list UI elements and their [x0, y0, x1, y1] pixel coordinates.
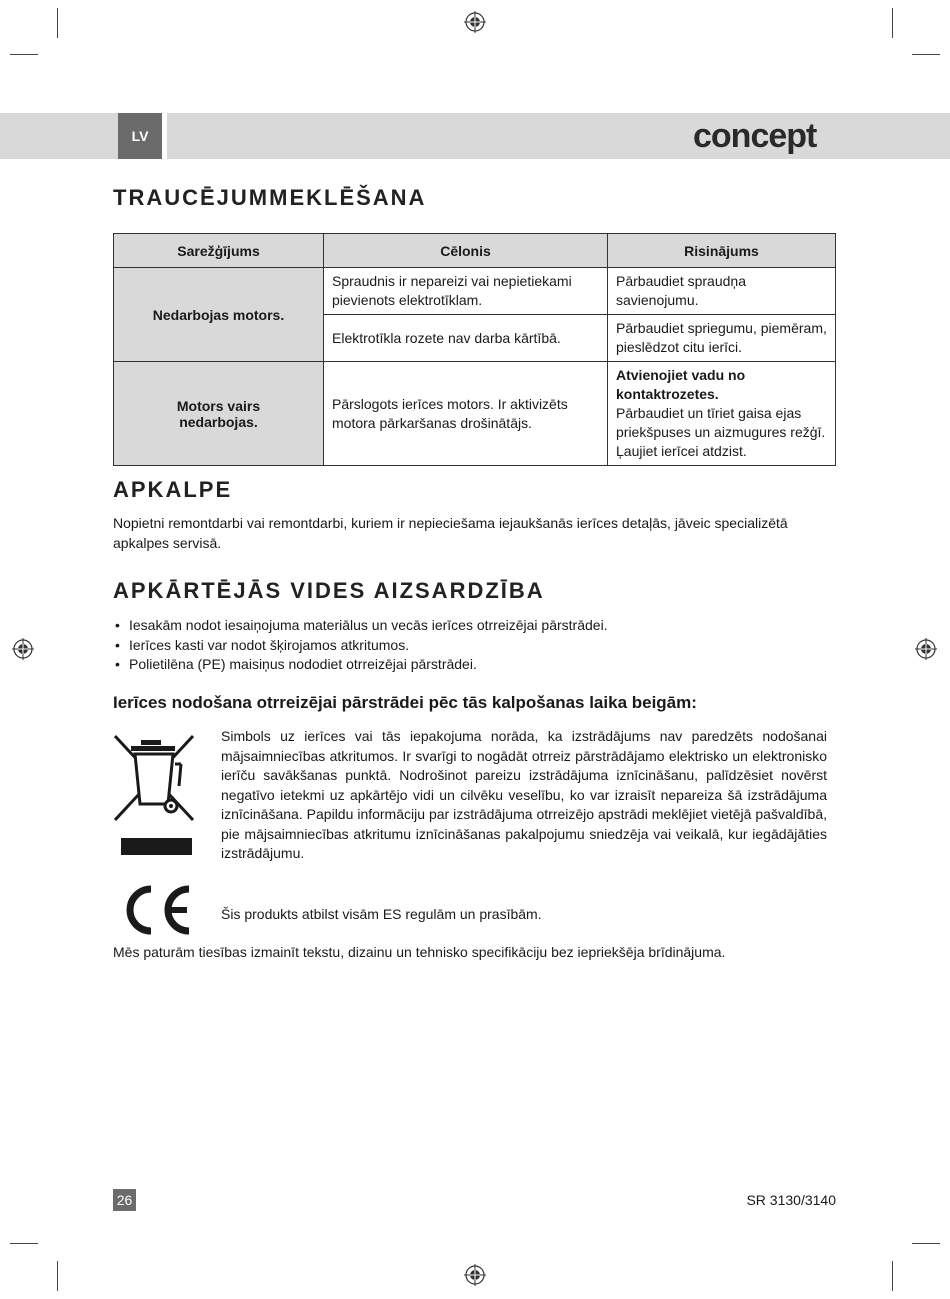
environment-title: APKĀRTĒJĀS VIDES AIZSARDZĪBA	[113, 578, 545, 603]
brand-logo: concept	[693, 116, 817, 155]
list-item: • Iesakām nodot iesaiņojuma materiālus un vecās ierīces otrreizējai pārstrādei.	[113, 616, 608, 636]
crossed-bin-icon	[113, 734, 195, 856]
column-header: Sarežģījums	[114, 234, 324, 268]
problem-cell: Motors vairs nedarbojas.	[114, 362, 324, 466]
problem-cell: Nedarbojas motors.	[114, 268, 324, 362]
solution-cell: Pārbaudiet spraudņa savienojumu.	[608, 268, 836, 315]
service-title: APKALPE	[113, 477, 233, 502]
crop-mark	[57, 8, 58, 38]
column-header: Cēlonis	[324, 234, 608, 268]
cause-cell: Spraudnis ir nepareizi vai nepietiekami pievienots elektrotīklam.	[324, 268, 608, 315]
table-header-row	[114, 234, 836, 268]
crop-mark	[10, 54, 38, 55]
cause-cell: Pārslogots ierīces motors. Ir aktivizēts motora pārkaršanas drošinātājs.	[324, 362, 608, 466]
solution-text: Pārbaudiet un tīriet gaisa ejas priekšpuses un aizmugures režģī. Ļaujiet ierīcei atdzist.	[616, 405, 826, 459]
header-divider	[162, 113, 167, 159]
page-number: 26	[113, 1189, 136, 1211]
ce-mark-icon	[121, 884, 195, 936]
list-item: • Polietilēna (PE) maisiņus nododiet otrreizējai pārstrādei.	[113, 655, 608, 675]
troubleshooting-title: TRAUCĒJUMMEKLĒŠANA	[113, 185, 427, 210]
crop-mark	[57, 1261, 58, 1291]
solution-cell: Pārbaudiet spriegumu, piemēram, pieslēdzot citu ierīci.	[608, 315, 836, 362]
registration-mark-icon	[915, 638, 937, 660]
model-number: SR 3130/3140	[746, 1192, 836, 1208]
crop-mark	[892, 1261, 893, 1291]
weee-text: Simbols uz ierīces vai tās iepakojuma norāda, ka izstrādājums nav paredzēts nodošanai mājsaimniecības atkritumos. Ir svarīgi to nogādāt otrreiz pārstrādājamo elektrisko un elektronisko ierīču savākšanas punktā. Nodrošinot pareizu izstrādājuma iznīcināšanu, palīdzēsiet novērst negatīvo ietekmi uz apkārtējo vidi un cilvēku veselību, ko var izraisīt nepareiza šā izstrādājuma iznīcināšana. Papildu informāciju par izstrādājuma otrreizējo apstrādi meklējiet vietējā pašvaldībā, pie mājsaimniecības atkritumu iznīcināšanas pakalpojumu sniedzēja vai veikalā, kur iegādājāties izstrādājumu.	[221, 728, 827, 861]
troubleshooting-table	[113, 233, 836, 466]
cause-cell: Elektrotīkla rozete nav darba kārtībā.	[324, 315, 608, 362]
solution-bold-text: Atvienojiet vadu no kontaktrozetes.	[616, 367, 746, 402]
notice-text: Mēs paturām tiesības izmainīt tekstu, dizainu un tehnisko specifikāciju bez iepriekšēja brīdinājuma.	[113, 944, 726, 960]
ce-text: Šis produkts atbilst visām ES regulām un prasībām.	[221, 906, 542, 922]
crop-mark	[10, 1243, 38, 1244]
list-item: • Ierīces kasti var nodot šķirojamos atkritumos.	[113, 636, 608, 656]
service-text: Nopietni remontdarbi vai remontdarbi, kuriem ir nepieciešama iejaukšanās ierīces detaļās, jāveic specializētā apkalpes servisā.	[113, 515, 788, 551]
disposal-title: Ierīces nodošana otrreizējai pārstrādei pēc tās kalpošanas laika beigām:	[113, 693, 697, 712]
table-row	[114, 362, 836, 466]
registration-mark-icon	[464, 11, 486, 33]
language-badge: LV	[118, 113, 162, 159]
crop-mark	[912, 1243, 940, 1244]
crop-mark	[892, 8, 893, 38]
registration-mark-icon	[12, 638, 34, 660]
table-row	[114, 268, 836, 315]
column-header: Risinājums	[608, 234, 836, 268]
crop-mark	[912, 54, 940, 55]
registration-mark-icon	[464, 1264, 486, 1286]
solution-cell	[608, 362, 836, 466]
environment-list	[113, 616, 608, 675]
